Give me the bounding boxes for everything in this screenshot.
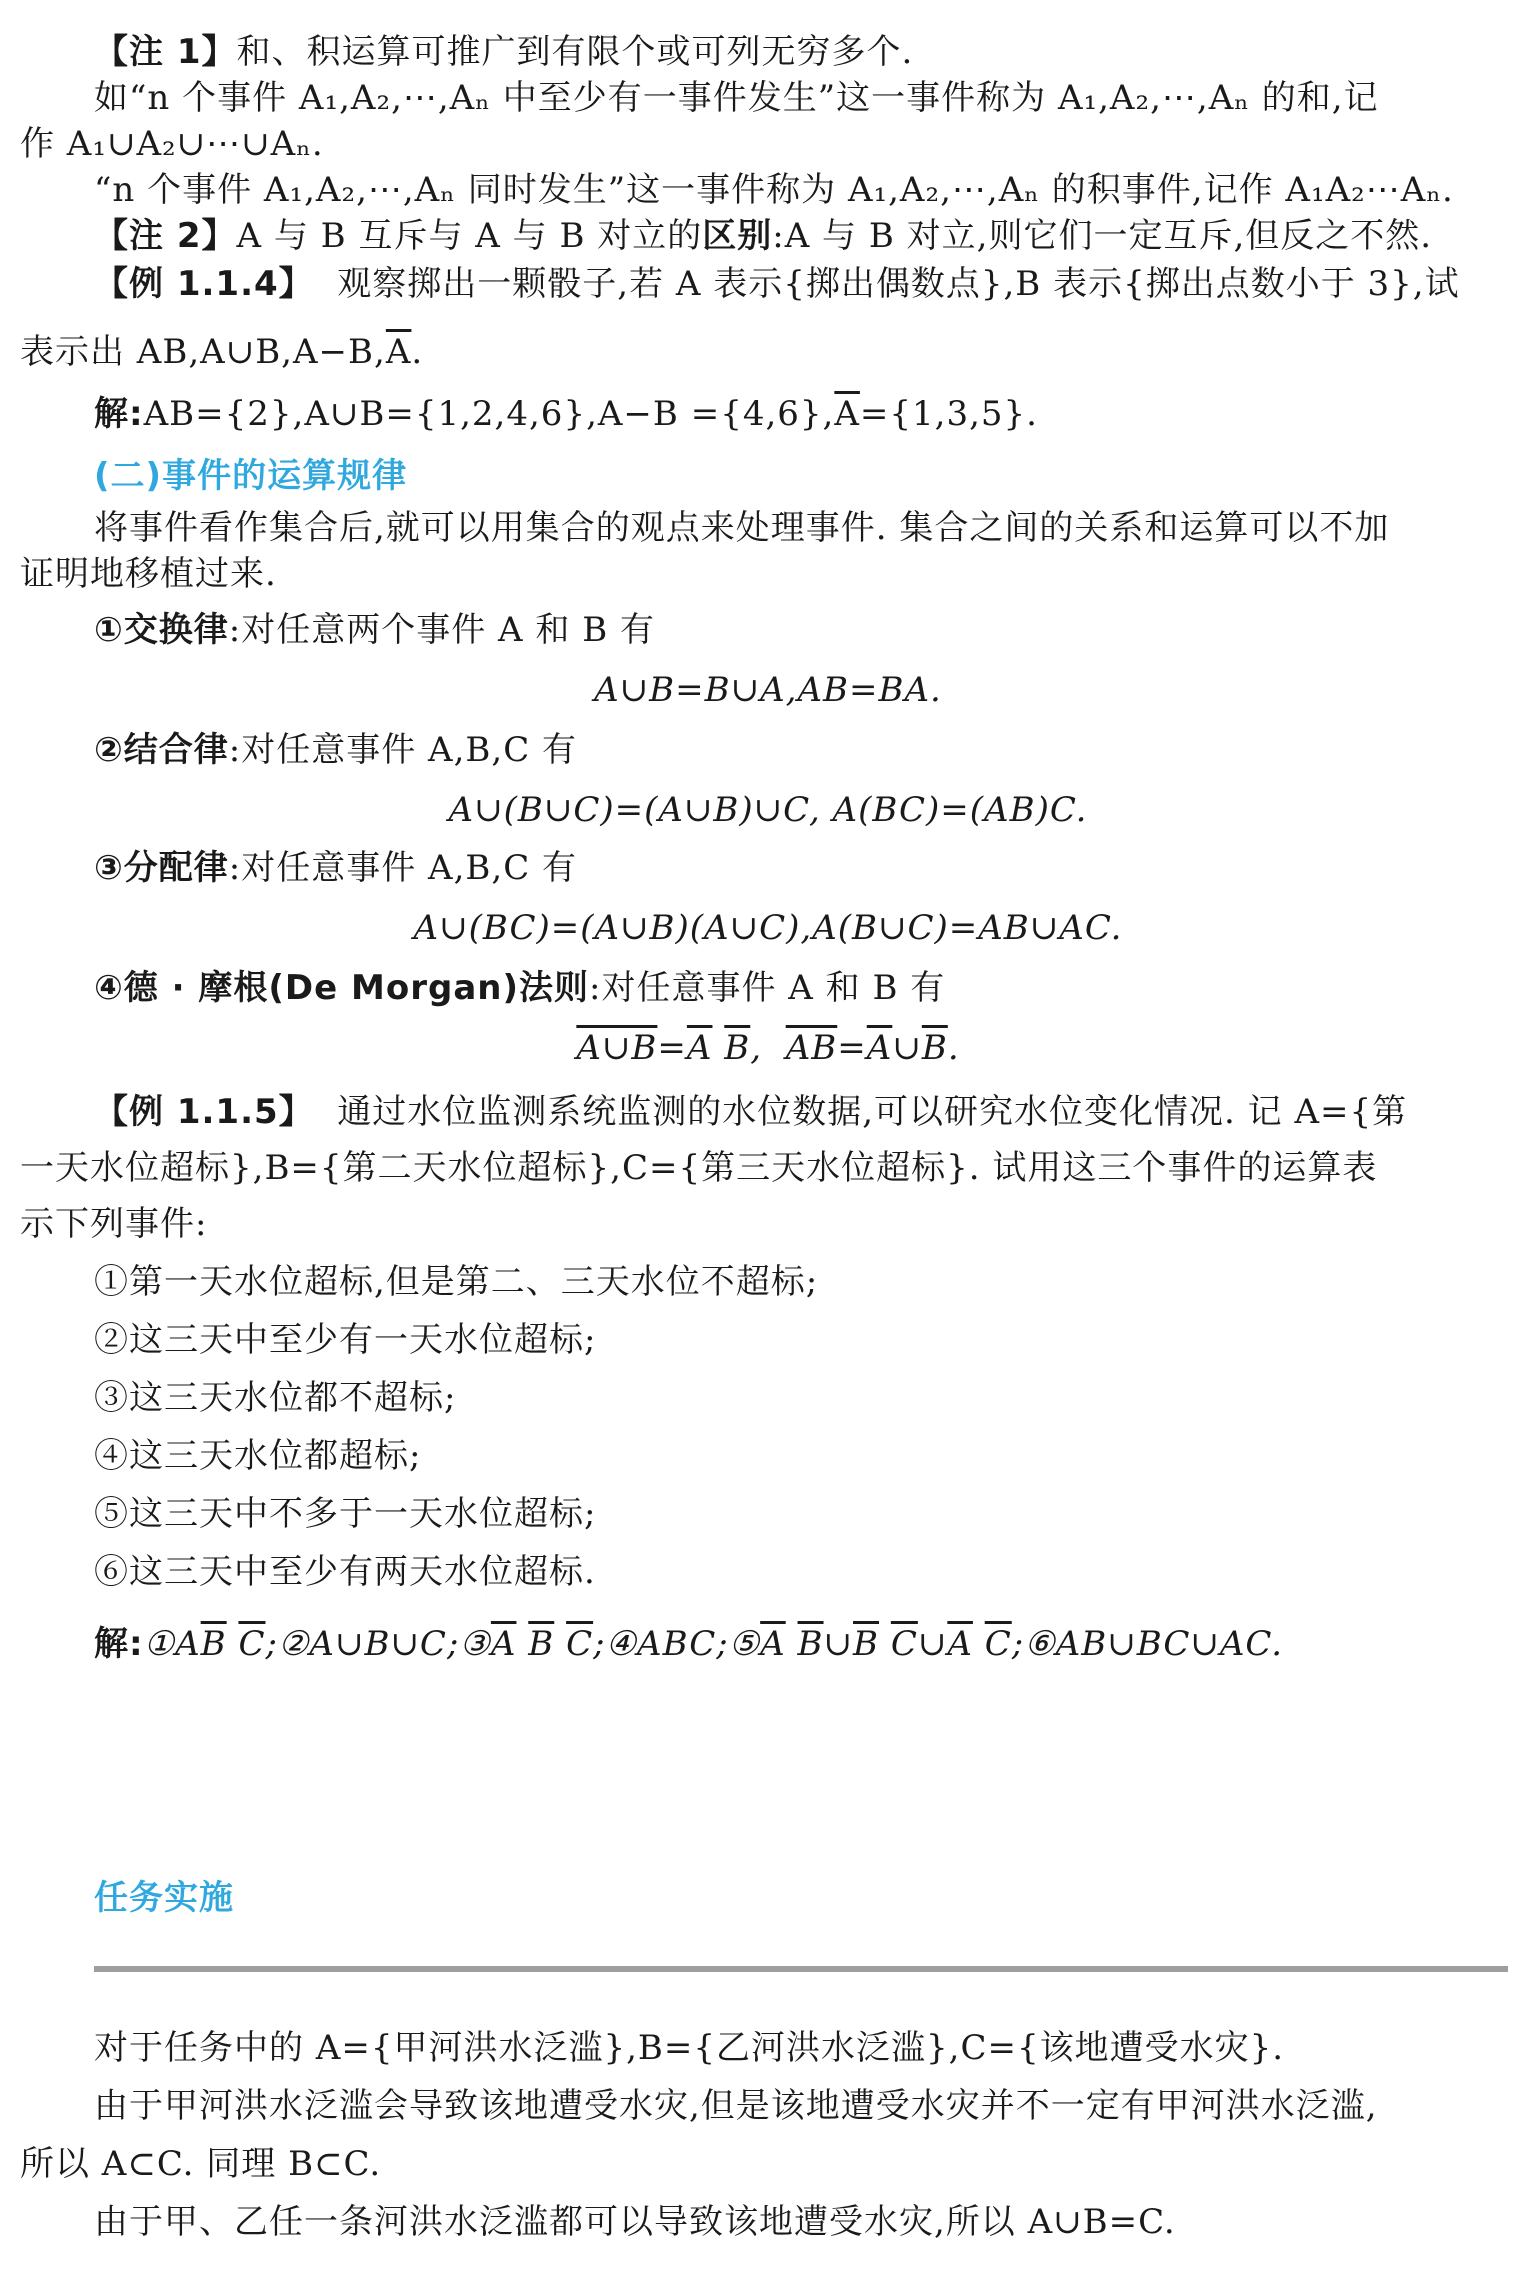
sol-s12: $\overline{A}$ (760, 1624, 786, 1664)
law3-formula: A∪(BC)=(A∪B)(A∪C),A(B∪C)=AB∪AC. (413, 908, 1123, 948)
ex114-sol-a: AB={2},A∪B={1,2,4,6},A−B ={4,6}, (143, 394, 835, 434)
ex115-text: 通过水位监测系统监测的水位数据,可以研究水位变化情况. 记 A={第 (313, 1092, 1408, 1132)
task-heading: 任务实施 (94, 1878, 234, 1918)
law4-f4 (712, 1028, 724, 1068)
law4-formula (0, 1026, 1536, 1070)
task-p4: 由于甲、乙任一条河洪水泛滥都可以导致该地遭受水灾,所以 A∪B=C. (94, 2202, 1176, 2242)
law4-f11: $\overline{B}$ (921, 1028, 948, 1068)
ex115-line1 (94, 1090, 1508, 1134)
law4-f8: = (837, 1028, 867, 1068)
law1-text: :对任意两个事件 A 和 B 有 (228, 610, 656, 650)
law4-text: :对任意事件 A 和 B 有 (589, 968, 946, 1008)
section2-heading: (二)事件的运算规律 (94, 456, 408, 496)
sol-s1: ①A (143, 1624, 201, 1664)
ex115-item: ⑤这三天中不多于一天水位超标; (94, 1494, 597, 1534)
sol-s19: ∪ (917, 1624, 948, 1664)
ex114-sol-tag: 解: (94, 394, 144, 434)
law4-tag: ④德 · 摩根(De Morgan)法则 (94, 968, 590, 1008)
law4-f9: $\overline{A}$ (866, 1028, 893, 1068)
note1-line1 (94, 30, 1508, 74)
note1-line4: “n 个事件 A₁,A₂,⋯,Aₙ 同时发生”这一事件称为 A₁,A₂,⋯,Aₙ 的积事件,记作 A₁A₂⋯Aₙ. (94, 170, 1454, 210)
sol-s15: ∪ (823, 1624, 854, 1664)
law4-f1: A∪B (576, 1028, 658, 1068)
task-p3: 所以 A⊂C. 同理 B⊂C. (20, 2144, 382, 2184)
note1-tag: 【注 1】 (94, 32, 237, 72)
sol-s17 (879, 1624, 891, 1664)
sol-s7 (516, 1624, 528, 1664)
note2-line (94, 214, 1508, 258)
law4-f3: $\overline{A}$ (686, 1028, 713, 1068)
sol-s4: $\overline{C}$ (238, 1624, 266, 1664)
law3-tag: ③分配律 (94, 848, 229, 888)
law4-f6: , (750, 1028, 786, 1068)
ex115-item: ④这三天水位都超标; (94, 1436, 422, 1476)
ex114-sol-b: $\overline{A}$ (834, 394, 860, 434)
law2-line (94, 728, 1508, 772)
sol-s5: ;②A∪B∪C;③ (265, 1624, 491, 1664)
law4-f2: = (657, 1028, 687, 1068)
law2-text: :对任意事件 A,B,C 有 (228, 730, 578, 770)
ex115-item: ②这三天中至少有一天水位超标; (94, 1320, 597, 1360)
ex114-l2a: 表示出 AB,A∪B,A−B, (20, 332, 386, 372)
law1-formula: A∪B=B∪A,AB=BA. (594, 670, 942, 710)
law4-line (94, 966, 1508, 1010)
ex115-sol-tag: 解: (94, 1624, 144, 1664)
sol-s10: $\overline{C}$ (566, 1624, 594, 1664)
ex114-l2c: . (411, 332, 424, 372)
law2-tag: ②结合律 (94, 730, 229, 770)
sol-s16: $\overline{B}$ (853, 1624, 880, 1664)
note2-post: :A 与 B 对立,则它们一定互斥,但反之不然. (772, 216, 1433, 256)
sol-s3 (227, 1624, 239, 1664)
ex115-sol-expr (144, 1624, 1283, 1664)
ex114-l2b: $\overline{A}$ (385, 332, 412, 372)
ex114-sol-c: ={1,3,5}. (859, 394, 1038, 434)
ex114-solution (94, 392, 1508, 436)
ex114-line2 (20, 330, 1508, 374)
ex115-tag: 【例 1.1.5】 (94, 1092, 314, 1132)
note2-tag: 【注 2】 (94, 216, 237, 256)
sol-s8: $\overline{B}$ (528, 1624, 555, 1664)
sol-s9 (554, 1624, 566, 1664)
ex114-tag: 【例 1.1.4】 (94, 264, 314, 304)
law1-tag: ①交换律 (94, 610, 229, 650)
ex115-line2: 一天水位超标},B={第二天水位超标},C={第三天水位超标}. 试用这三个事件的运算表 (20, 1148, 1378, 1188)
sol-s18: $\overline{C}$ (890, 1624, 918, 1664)
section2-p1: 将事件看作集合后,就可以用集合的观点来处理事件. 集合之间的关系和运算可以不加 (94, 508, 1390, 548)
note1-line3: 作 A₁∪A₂∪⋯∪Aₙ. (20, 124, 324, 164)
ex115-item: ⑥这三天中至少有两天水位超标. (94, 1552, 596, 1592)
task-p1: 对于任务中的 A={甲河洪水泛滥},B={乙河洪水泛滥},C={该地遭受水灾}. (94, 2028, 1285, 2068)
note2-bold: 区别 (702, 216, 773, 256)
ex114-line1 (94, 262, 1508, 306)
sol-s13 (786, 1624, 798, 1664)
law4-f12: . (947, 1028, 960, 1068)
sol-s2: $\overline{B}$ (200, 1624, 227, 1664)
sol-s14: $\overline{B}$ (797, 1624, 824, 1664)
law4-f7: $\overline{AB}$ (785, 1028, 838, 1068)
ex114-text: 观察掷出一颗骰子,若 A 表示{掷出偶数点},B 表示{掷出点数小于 3},试 (313, 264, 1460, 304)
sol-s21 (973, 1624, 985, 1664)
sol-s11: ;④ABC;⑤ (593, 1624, 761, 1664)
section2-p2: 证明地移植过来. (20, 554, 277, 594)
sol-s22: $\overline{C}$ (984, 1624, 1012, 1664)
sol-s23: ;⑥AB∪BC∪AC. (1011, 1624, 1283, 1664)
ex115-item: ③这三天水位都不超标; (94, 1378, 457, 1418)
note1-text: 和、积运算可推广到有限个或可列无穷多个. (236, 32, 914, 72)
sol-s6: $\overline{A}$ (490, 1624, 517, 1664)
law4-f10: ∪ (892, 1028, 922, 1068)
law3-line (94, 846, 1508, 890)
sol-s20: $\overline{A}$ (947, 1624, 973, 1664)
law3-text: :对任意事件 A,B,C 有 (228, 848, 578, 888)
law1-line (94, 608, 1508, 652)
task-p2: 由于甲河洪水泛滥会导致该地遭受水灾,但是该地遭受水灾并不一定有甲河洪水泛滥, (94, 2086, 1378, 2126)
law4-f5: $\overline{B}$ (724, 1028, 751, 1068)
ex115-solution (94, 1622, 1508, 1666)
ex115-item: ①第一天水位超标,但是第二、三天水位不超标; (94, 1262, 819, 1302)
law2-formula: A∪(B∪C)=(A∪B)∪C, A(BC)=(AB)C. (448, 790, 1088, 830)
note1-line2: 如“n 个事件 A₁,A₂,⋯,Aₙ 中至少有一事件发生”这一事件称为 A₁,A₂,⋯,Aₙ 的和,记 (94, 78, 1379, 118)
section-divider (94, 1966, 1508, 1972)
note2-pre: A 与 B 互斥与 A 与 B 对立的 (236, 216, 703, 256)
ex115-line3: 示下列事件: (20, 1204, 208, 1244)
